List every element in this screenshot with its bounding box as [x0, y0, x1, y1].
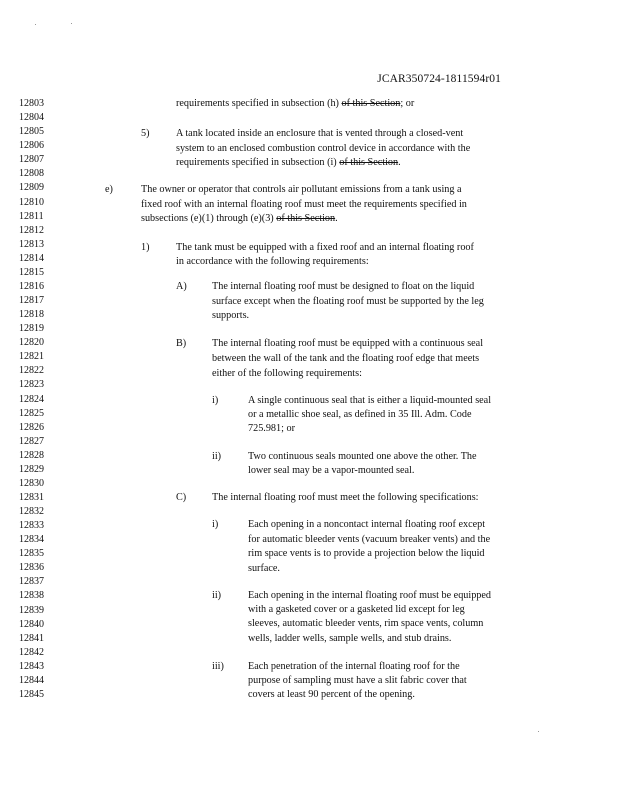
- text-line: [0, 128, 618, 140]
- text-content: requirements specified in subsection (h) of this Section; or: [176, 98, 415, 109]
- text-line: [0, 465, 618, 477]
- text-line: [0, 675, 618, 687]
- text-content: Each penetration of the internal floating roof for the: [248, 661, 460, 672]
- text-line: [0, 368, 618, 380]
- line-number: 12820: [19, 337, 44, 349]
- line-number: 12816: [19, 280, 44, 292]
- scan-speck: [538, 731, 539, 732]
- text-content: rim space vents is to provide a projection below the liquid: [248, 548, 485, 559]
- text-content: A tank located inside an enclosure that is vented through a closed-vent: [176, 128, 464, 139]
- text-content: Each opening in a noncontact internal floating roof except: [248, 519, 486, 530]
- text-content: either of the following requirements:: [212, 368, 362, 379]
- line-number: 12823: [19, 379, 44, 391]
- text-content: purpose of sampling must have a slit fabric cover that: [248, 675, 467, 686]
- text-content: for automatic bleeder vents (vacuum breaker vents) and the: [248, 534, 491, 545]
- line-number: 12819: [19, 323, 44, 335]
- item-label: i): [212, 519, 219, 530]
- line-number: 12806: [19, 140, 44, 152]
- line-number: 12836: [19, 562, 44, 574]
- text-content: covers at least 90 percent of the opening.: [248, 689, 415, 700]
- line-number: 12803: [19, 98, 44, 109]
- text-content: The internal floating roof must be designed to float on the liquid: [212, 281, 475, 292]
- line-number: 12822: [19, 365, 44, 377]
- line-number: 12837: [19, 576, 44, 588]
- line-number: 12845: [19, 688, 44, 700]
- item-label: 1): [141, 242, 150, 253]
- text-content: 725.981; or: [248, 423, 295, 434]
- line-number: 12835: [19, 548, 44, 560]
- line-number: 12825: [19, 407, 44, 419]
- text-content: The tank must be equipped with a fixed roof and an internal floating roof: [176, 242, 474, 253]
- struck-text: of this Section: [339, 157, 399, 168]
- scan-speck: [71, 23, 72, 24]
- text-line: [0, 157, 618, 169]
- text-line: [0, 310, 618, 322]
- line-number: 12805: [19, 126, 44, 138]
- line-number: 12840: [19, 618, 44, 630]
- line-number: 12831: [19, 492, 44, 503]
- text-content: sleeves, automatic bleeder vents, rim space vents, column: [248, 618, 484, 629]
- line-number: 12813: [19, 238, 44, 250]
- text-content: requirements specified in subsection (i) of this Section.: [176, 157, 401, 168]
- text-content: The internal floating roof must meet the following specifications:: [212, 492, 479, 503]
- text-content: system to an enclosed combustion control device in accordance with the: [176, 143, 471, 154]
- line-number: 12832: [19, 506, 44, 517]
- text-content: Each opening in the internal floating roof must be equipped: [248, 590, 492, 601]
- text-line: [0, 281, 618, 293]
- line-number: 12818: [19, 309, 44, 321]
- text-line: [0, 563, 618, 575]
- text-line: [0, 661, 618, 673]
- line-number: 12829: [19, 463, 44, 475]
- line-number: 12827: [19, 435, 44, 447]
- line-number: 12821: [19, 351, 44, 363]
- line-number: 12817: [19, 295, 44, 306]
- text-line: [0, 519, 618, 531]
- text-line: [0, 296, 618, 308]
- line-number: 12828: [19, 449, 44, 461]
- text-content: The internal floating roof must be equipped with a continuous seal: [212, 338, 484, 349]
- item-label: iii): [212, 661, 224, 672]
- text-content: fixed roof with an internal floating roof must meet the requirements specified in: [141, 199, 467, 210]
- line-number: 12810: [19, 196, 44, 208]
- text-line: [0, 196, 618, 211]
- text-content: surface.: [248, 563, 280, 574]
- line-number: 12834: [19, 534, 44, 546]
- line-number: 12811: [19, 210, 44, 222]
- line-number: 12839: [19, 604, 44, 616]
- text-line: [0, 534, 618, 546]
- text-line: [0, 423, 618, 435]
- document-id: JCAR350724-1811594r01: [377, 73, 501, 85]
- line-number: 12841: [19, 632, 44, 644]
- text-line: [0, 353, 618, 365]
- struck-text: of this Section: [276, 213, 336, 224]
- text-content: lower seal may be a vapor-mounted seal.: [248, 465, 415, 476]
- item-label: e): [105, 184, 113, 195]
- line-number: 12826: [19, 421, 44, 433]
- item-label: C): [176, 492, 187, 503]
- line-number: 12844: [19, 674, 44, 686]
- item-label: ii): [212, 590, 222, 601]
- text-line: [0, 256, 618, 268]
- item-label: ii): [212, 451, 222, 462]
- line-number: 12807: [19, 154, 44, 166]
- line-number: 12815: [19, 266, 44, 278]
- text-content: supports.: [212, 310, 250, 321]
- line-number: 12812: [19, 224, 44, 236]
- line-number: 12804: [19, 112, 44, 124]
- line-number: 12808: [19, 168, 44, 180]
- text-line: [0, 242, 618, 254]
- text-content: between the wall of the tank and the floating roof edge that meets: [212, 353, 480, 364]
- text-line: [0, 143, 618, 155]
- text-line: [0, 409, 618, 421]
- scan-speck: [35, 24, 36, 25]
- line-number: 12843: [19, 660, 44, 672]
- item-label: A): [176, 281, 187, 292]
- text-line: [0, 395, 618, 407]
- line-number: 12838: [19, 590, 44, 602]
- line-number: 12833: [19, 520, 44, 532]
- text-line: [0, 98, 618, 110]
- line-number: 12824: [19, 393, 44, 405]
- line-number: 12842: [19, 646, 44, 658]
- text-line: [0, 548, 618, 560]
- line-number: 12809: [19, 182, 44, 194]
- text-content: Two continuous seals mounted one above the other. The: [248, 451, 477, 462]
- text-line: [0, 184, 618, 196]
- item-label: 5): [141, 128, 150, 139]
- text-line: [0, 604, 618, 616]
- text-content: The owner or operator that controls air pollutant emissions from a tank using a: [141, 184, 462, 195]
- item-label: i): [212, 395, 219, 406]
- text-content: in accordance with the following requirements:: [176, 256, 369, 267]
- text-content: A single continuous seal that is either a liquid-mounted seal: [248, 395, 492, 406]
- text-line: [0, 338, 618, 350]
- text-line: [0, 492, 618, 504]
- text-content: subsections (e)(1) through (e)(3) of this Section.: [141, 213, 338, 224]
- text-line: [0, 210, 618, 225]
- text-line: [0, 451, 618, 463]
- text-content: with a gasketed cover or a gasketed lid except for leg: [248, 604, 465, 615]
- text-line: [0, 689, 618, 701]
- text-line: [0, 590, 618, 602]
- struck-text: of this Section: [341, 98, 401, 109]
- line-number: 12814: [19, 252, 44, 264]
- text-line: [0, 633, 618, 645]
- item-label: B): [176, 338, 187, 349]
- text-content: surface except when the floating roof must be supported by the leg: [212, 296, 484, 307]
- line-number: 12830: [19, 477, 44, 489]
- text-content: or a metallic shoe seal, as defined in 35 Ill. Adm. Code: [248, 409, 472, 420]
- text-line: [0, 618, 618, 630]
- text-content: wells, ladder wells, sample wells, and stub drains.: [248, 633, 452, 644]
